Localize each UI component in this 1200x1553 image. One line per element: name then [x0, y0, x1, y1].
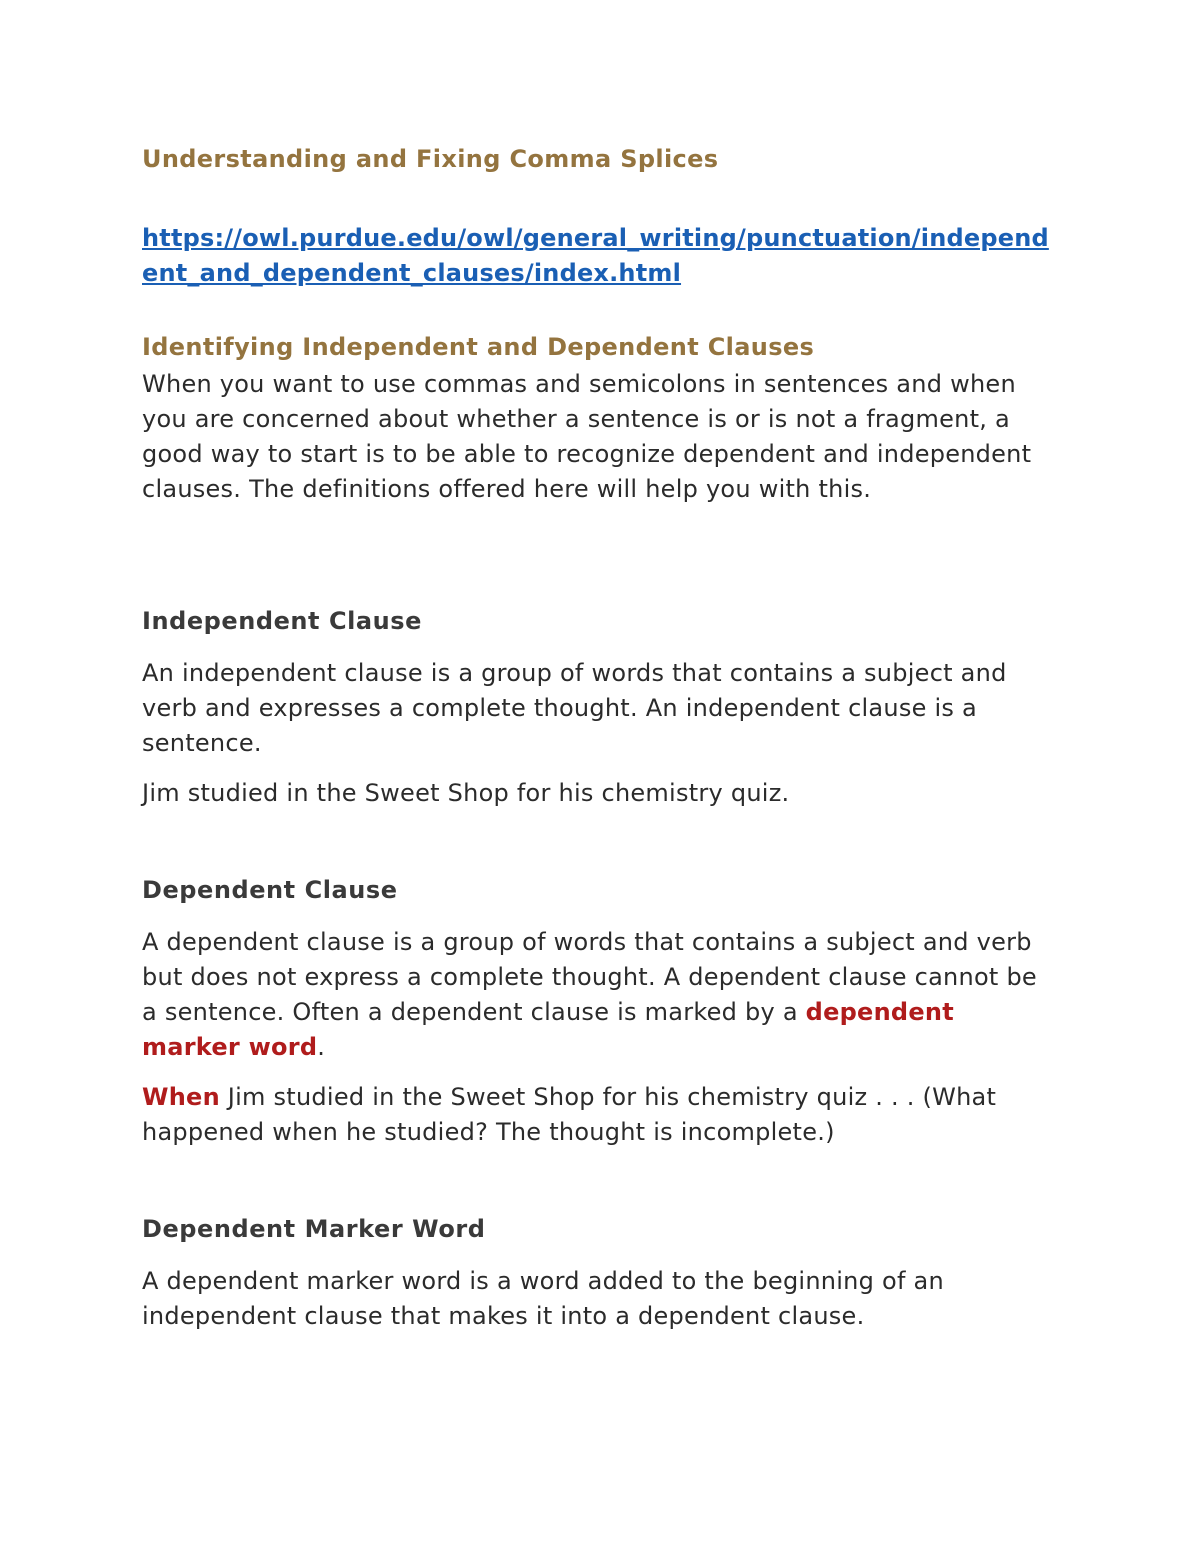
example-text: Jim studied in the Sweet Shop for his chemistry quiz . . . (What happened when he studied? The thought is incomplete.) — [142, 1083, 997, 1146]
dependent-marker-word-definition: A dependent marker word is a word added to the beginning of an independent clause that makes it into a dependent clause. — [142, 1267, 944, 1330]
example-marker-word: When — [142, 1083, 220, 1111]
independent-clause-example: Jim studied in the Sweet Shop for his chemistry quiz. — [142, 779, 790, 807]
definition-end: . — [317, 1033, 326, 1061]
independent-clause-definition: An independent clause is a group of words that contains a subject and verb and expresses a complete thought. An independent clause is a sentence. — [142, 659, 1007, 757]
purdue-owl-link[interactable]: https://owl.purdue.edu/owl/general_writing/punctuation/independent_and_dependent_clauses/index.html — [142, 224, 1049, 287]
dependent-marker-word-heading: Dependent Marker Word — [142, 1215, 486, 1243]
definition-text: A dependent clause is a group of words that contains a subject and verb but does not express a complete thought. A dependent clause cannot be a sentence. Often a dependent clause is marked by a — [142, 928, 1037, 1026]
section-heading: Identifying Independent and Dependent Clauses — [142, 333, 815, 361]
dependent-clause-example — [142, 1080, 1057, 1150]
dependent-marker-word-highlight: dependent marker word — [142, 998, 954, 1061]
dependent-clause-definition — [142, 925, 1057, 1065]
dependent-clause-heading: Dependent Clause — [142, 876, 398, 904]
independent-clause-heading: Independent Clause — [142, 607, 422, 635]
document-title: Understanding and Fixing Comma Splices — [142, 145, 719, 173]
intro-paragraph: When you want to use commas and semicolons in sentences and when you are concerned about whether a sentence is or is not a fragment, a good way to start is to be able to recognize dependent and independent clauses. The definitions offered here will help you with this. — [142, 370, 1032, 503]
